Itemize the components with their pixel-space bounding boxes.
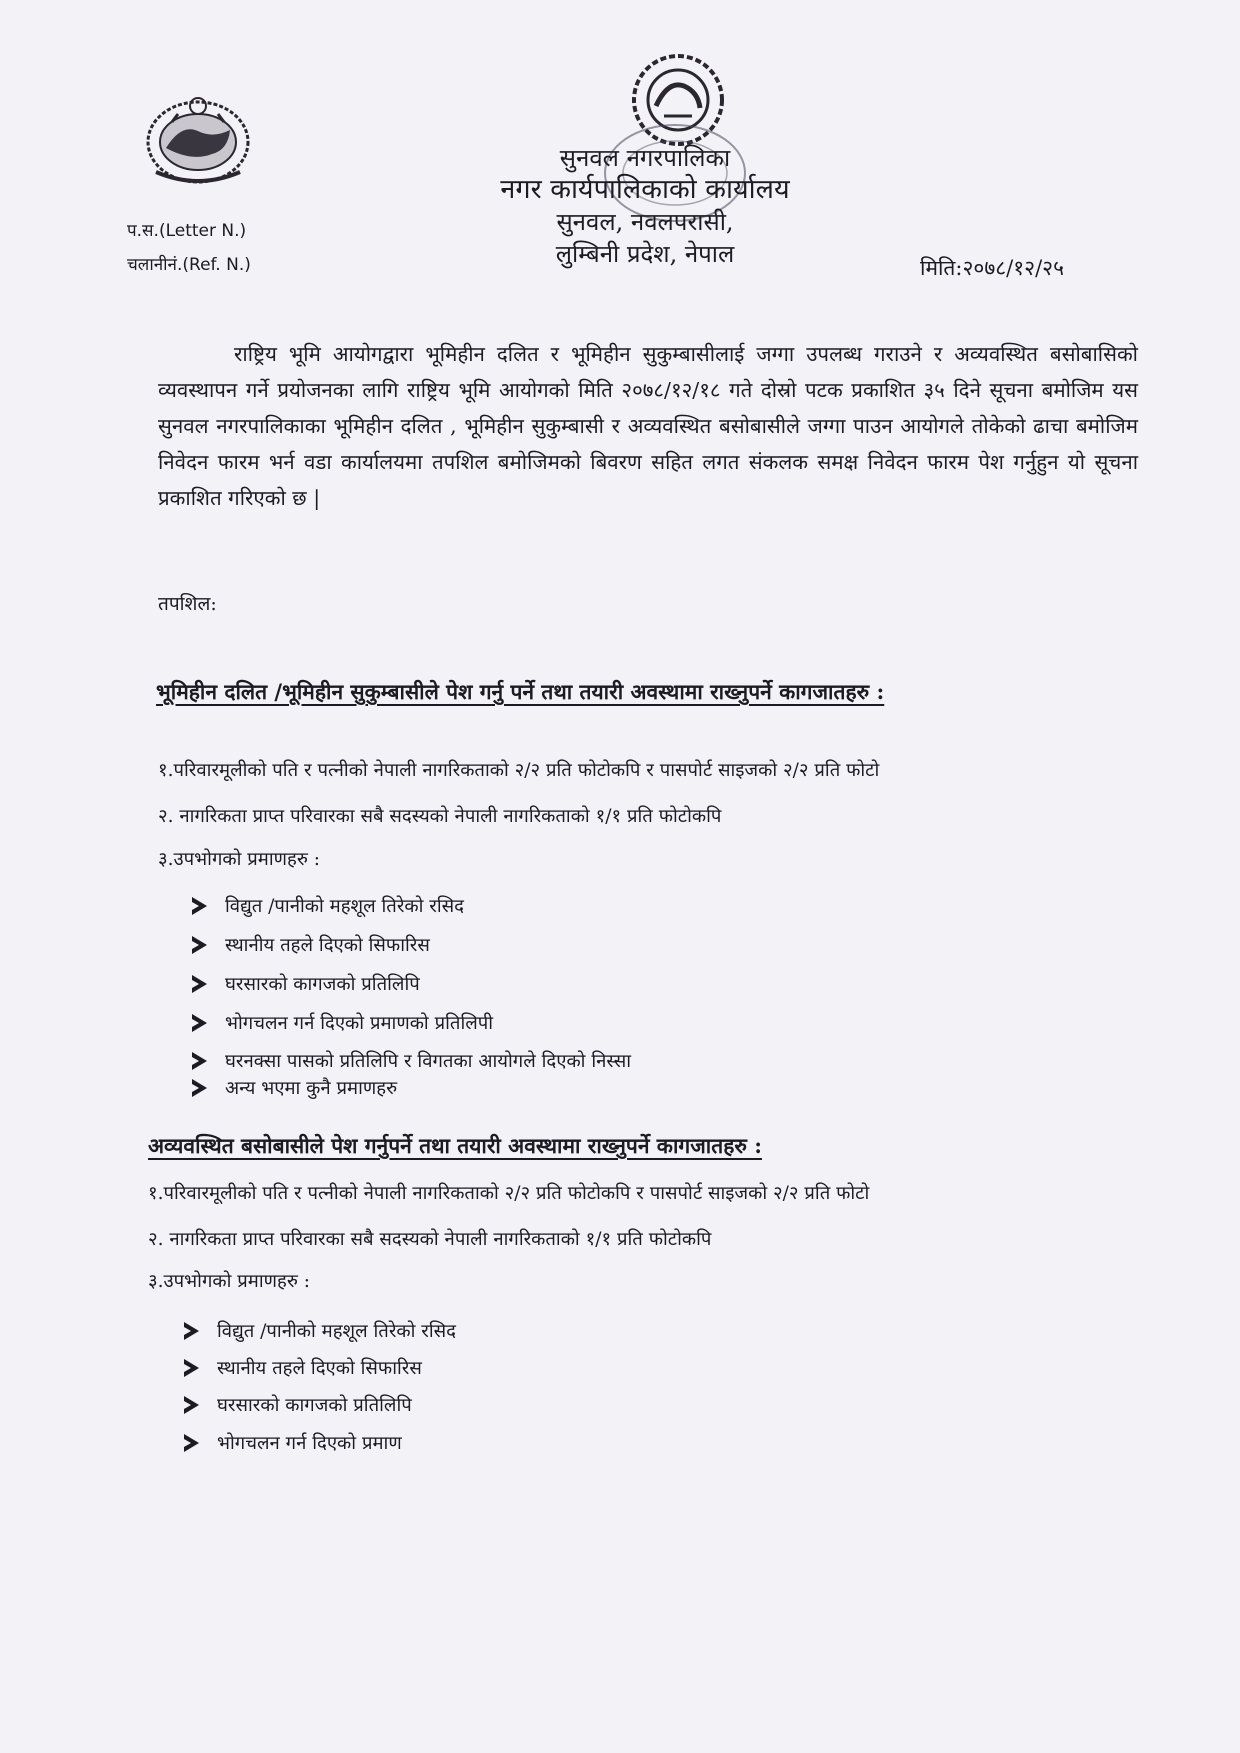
details-label: तपशिल:	[158, 593, 217, 615]
section1-bullet-text: स्थानीय तहले दिएको सिफारिस	[225, 935, 430, 956]
section1-bullet-text: घरसारको कागजको प्रतिलिपि	[225, 974, 420, 995]
arrow-bullet-icon	[192, 1052, 207, 1070]
arrow-bullet-icon	[192, 1014, 207, 1032]
arrow-bullet-icon	[192, 1079, 207, 1097]
arrow-bullet-icon	[184, 1359, 199, 1377]
section1-item-2: २. नागरिकता प्राप्त परिवारका सबै सदस्यको नेपाली नागरिकताको १/१ प्रति फोटोकपि	[158, 806, 722, 827]
letter-number-label: प.स.(Letter N.)	[127, 221, 247, 241]
reference-block	[127, 214, 251, 282]
office-address	[455, 142, 835, 270]
arrow-bullet-icon	[192, 975, 207, 993]
section2-bullet	[184, 1430, 402, 1455]
section2-bullet	[184, 1318, 456, 1343]
section2-bullet-text: भोगचलन गर्न दिएको प्रमाण	[217, 1433, 402, 1454]
section2-bullet	[184, 1355, 422, 1380]
section2-bullet-text: घरसारको कागजको प्रतिलिपि	[217, 1395, 412, 1416]
section2-heading: अव्यवस्थित बसोबासीले पेश गर्नुपर्ने तथा तयारी अवस्थामा राख्नुपर्ने कागजातहरु :	[148, 1133, 762, 1158]
section1-bullet	[192, 932, 430, 957]
notice-paragraph: राष्ट्रिय भूमि आयोगद्वारा भूमिहीन दलित र भूमिहीन सुकुम्बासीलाई जग्गा उपलब्ध गराउने र अव्यवस्थित बसोबासिको व्यवस्थापन गर्ने प्रयोजनका लागि राष्ट्रिय भूमि आयोगको मिति २०७८/१२/१८ गते दोस्रो पटक प्रकाशित ३५ दिने सूचना बमोजिम यस सुनवल नगरपालिकाका भूमिहीन दलित , भूमिहीन सुकुम्बासी र अव्यवस्थित बसोबासीले जग्गा पाउन आयोगले तोकेको ढाचा बमोजिम निवेदन फारम भर्न वडा कार्यालयमा तपशिल बमोजिमको बिवरण सहित लगत संकलक समक्ष निवेदन फारम पेश गर्नुहुन यो सूचना प्रकाशित गरिएको छ |	[158, 342, 1139, 510]
section1-item-1: १.परिवारमूलीको पति र पत्नीको नेपाली नागरिकताको २/२ प्रति फोटोकपि र पासपोर्ट साइजको २/२ प्रति फोटो	[158, 760, 880, 781]
section2-item-2: २. नागरिकता प्राप्त परिवारका सबै सदस्यको नेपाली नागरिकताको १/१ प्रति फोटोकपि	[148, 1229, 712, 1250]
section2-item-3: ३.उपभोगको प्रमाणहरु :	[148, 1271, 310, 1292]
section1-bullet-text: विद्युत /पानीको महशूल तिरेको रसिद	[225, 896, 464, 917]
arrow-bullet-icon	[184, 1322, 199, 1340]
section1-bullet-text: भोगचलन गर्न दिएको प्रमाणको प्रतिलिपी	[225, 1013, 494, 1034]
office-name: सुनवल नगरपालिका	[559, 144, 731, 172]
section1-bullet	[192, 1010, 493, 1035]
arrow-bullet-icon	[192, 936, 207, 954]
office-title: नगर कार्यपालिकाको कार्यालय	[500, 174, 790, 205]
ref-number-label: चलानीनं.(Ref. N.)	[127, 255, 251, 275]
arrow-bullet-icon	[184, 1396, 199, 1414]
section1-item-3: ३.उपभोगको प्रमाणहरु :	[158, 849, 320, 870]
arrow-bullet-icon	[192, 897, 207, 915]
arrow-bullet-icon	[184, 1434, 199, 1452]
section1-bullet	[192, 1048, 631, 1073]
section1-bullet	[192, 893, 464, 918]
section1-bullet	[192, 971, 420, 996]
office-province: लुम्बिनी प्रदेश, नेपाल	[555, 240, 735, 268]
section1-bullet-text: अन्य भएमा कुनै प्रमाणहरु	[225, 1078, 398, 1099]
nepal-emblem-icon	[142, 92, 254, 188]
office-location: सुनवल, नवलपरासी,	[556, 208, 734, 236]
section2-bullet	[184, 1392, 412, 1417]
section2-item-1: १.परिवारमूलीको पति र पत्नीको नेपाली नागरिकताको २/२ प्रति फोटोकपि र पासपोर्ट साइजको २/२ प्रति फोटो	[148, 1183, 870, 1204]
document-date: मिति:२०७८/१२/२५	[920, 256, 1064, 280]
section2-bullet-text: विद्युत /पानीको महशूल तिरेको रसिद	[217, 1321, 456, 1342]
section1-heading: भूमिहीन दलित /भूमिहीन सुकुम्बासीले पेश गर्नु पर्ने तथा तयारी अवस्थामा राख्नुपर्ने कागजातहरु :	[156, 679, 885, 704]
section1-bullet-text: घरनक्सा पासको प्रतिलिपि र विगतका आयोगले दिएको निस्सा	[225, 1051, 632, 1072]
section2-bullet-text: स्थानीय तहले दिएको सिफारिस	[217, 1358, 422, 1379]
section1-bullet	[192, 1075, 397, 1100]
